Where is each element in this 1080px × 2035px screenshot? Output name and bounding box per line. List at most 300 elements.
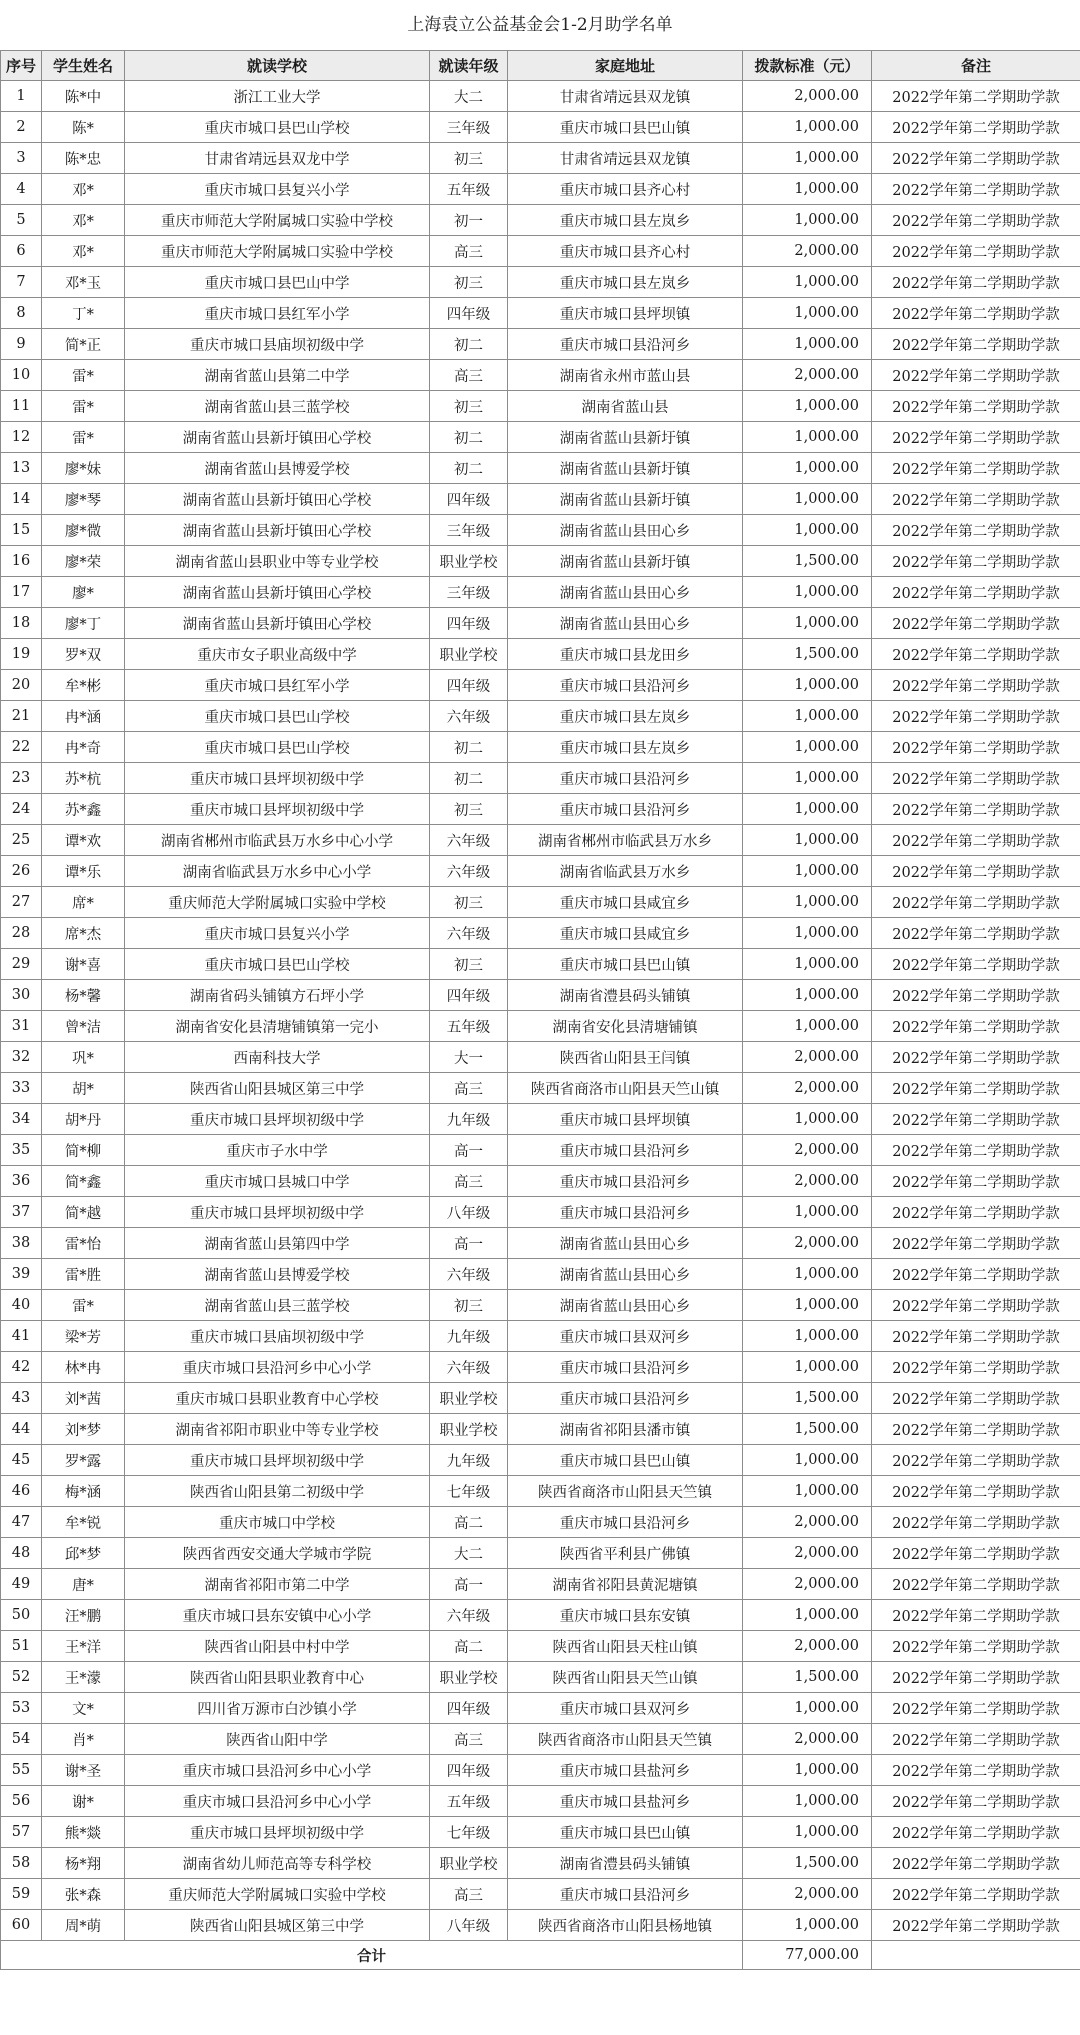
index-cell: 1 bbox=[1, 81, 42, 112]
grade-cell: 高一 bbox=[430, 1135, 508, 1166]
grade-cell: 八年级 bbox=[430, 1197, 508, 1228]
index-cell: 10 bbox=[1, 360, 42, 391]
school-cell: 重庆市城口县红军小学 bbox=[125, 670, 430, 701]
school-cell: 湖南省蓝山县三蓝学校 bbox=[125, 391, 430, 422]
grade-cell: 六年级 bbox=[430, 825, 508, 856]
amount-cell: 1,000.00 bbox=[743, 1910, 872, 1941]
school-cell: 重庆市城口县坪坝初级中学 bbox=[125, 1817, 430, 1848]
address-cell: 甘肃省靖远县双龙镇 bbox=[508, 81, 743, 112]
grade-cell: 初三 bbox=[430, 143, 508, 174]
note-cell: 2022学年第二学期助学款 bbox=[872, 1414, 1080, 1445]
address-cell: 湖南省蓝山县新圩镇 bbox=[508, 453, 743, 484]
table-row bbox=[1, 1073, 1080, 1104]
student-name-cell: 邓*玉 bbox=[42, 267, 125, 298]
note-cell: 2022学年第二学期助学款 bbox=[872, 422, 1080, 453]
amount-cell: 1,500.00 bbox=[743, 546, 872, 577]
index-cell: 36 bbox=[1, 1166, 42, 1197]
index-cell: 30 bbox=[1, 980, 42, 1011]
school-cell: 湖南省蓝山县新圩镇田心学校 bbox=[125, 515, 430, 546]
table-row bbox=[1, 1290, 1080, 1321]
student-name-cell: 雷*怡 bbox=[42, 1228, 125, 1259]
table-row bbox=[1, 329, 1080, 360]
table-row bbox=[1, 732, 1080, 763]
index-cell: 31 bbox=[1, 1011, 42, 1042]
table-row bbox=[1, 1910, 1080, 1941]
amount-cell: 1,000.00 bbox=[743, 391, 872, 422]
note-cell: 2022学年第二学期助学款 bbox=[872, 1507, 1080, 1538]
address-cell: 湖南省蓝山县田心乡 bbox=[508, 608, 743, 639]
table-row bbox=[1, 980, 1080, 1011]
grade-cell: 初二 bbox=[430, 422, 508, 453]
school-cell: 湖南省安化县清塘铺镇第一完小 bbox=[125, 1011, 430, 1042]
student-name-cell: 梁*芳 bbox=[42, 1321, 125, 1352]
grade-cell: 七年级 bbox=[430, 1476, 508, 1507]
index-cell: 13 bbox=[1, 453, 42, 484]
student-name-cell: 席* bbox=[42, 887, 125, 918]
note-cell: 2022学年第二学期助学款 bbox=[872, 1476, 1080, 1507]
school-cell: 重庆市城口县坪坝初级中学 bbox=[125, 763, 430, 794]
amount-cell: 1,500.00 bbox=[743, 1414, 872, 1445]
index-cell: 45 bbox=[1, 1445, 42, 1476]
student-name-cell: 谢*圣 bbox=[42, 1755, 125, 1786]
student-name-cell: 杨*翔 bbox=[42, 1848, 125, 1879]
note-cell: 2022学年第二学期助学款 bbox=[872, 391, 1080, 422]
amount-cell: 1,000.00 bbox=[743, 453, 872, 484]
note-cell: 2022学年第二学期助学款 bbox=[872, 1662, 1080, 1693]
student-name-cell: 陈*中 bbox=[42, 81, 125, 112]
index-cell: 44 bbox=[1, 1414, 42, 1445]
index-cell: 6 bbox=[1, 236, 42, 267]
note-cell: 2022学年第二学期助学款 bbox=[872, 298, 1080, 329]
grade-cell: 三年级 bbox=[430, 112, 508, 143]
amount-cell: 2,000.00 bbox=[743, 236, 872, 267]
grade-cell: 高三 bbox=[430, 1073, 508, 1104]
table-row bbox=[1, 515, 1080, 546]
grade-cell: 大二 bbox=[430, 1538, 508, 1569]
address-cell: 重庆市城口县左岚乡 bbox=[508, 205, 743, 236]
school-cell: 重庆市城口县庙坝初级中学 bbox=[125, 329, 430, 360]
address-cell: 湖南省郴州市临武县万水乡 bbox=[508, 825, 743, 856]
student-name-cell: 胡*丹 bbox=[42, 1104, 125, 1135]
school-cell: 湖南省蓝山县新圩镇田心学校 bbox=[125, 422, 430, 453]
student-name-cell: 周*萌 bbox=[42, 1910, 125, 1941]
table-row bbox=[1, 546, 1080, 577]
note-cell: 2022学年第二学期助学款 bbox=[872, 1011, 1080, 1042]
address-cell: 湖南省蓝山县新圩镇 bbox=[508, 546, 743, 577]
student-name-cell: 牟*锐 bbox=[42, 1507, 125, 1538]
table-row bbox=[1, 1786, 1080, 1817]
note-cell: 2022学年第二学期助学款 bbox=[872, 1166, 1080, 1197]
note-cell: 2022学年第二学期助学款 bbox=[872, 329, 1080, 360]
scholarship-table bbox=[0, 50, 1080, 1970]
table-row bbox=[1, 1724, 1080, 1755]
student-name-cell: 廖* bbox=[42, 577, 125, 608]
index-cell: 21 bbox=[1, 701, 42, 732]
table-row bbox=[1, 422, 1080, 453]
grade-cell: 六年级 bbox=[430, 856, 508, 887]
address-cell: 陕西省平利县广佛镇 bbox=[508, 1538, 743, 1569]
amount-cell: 1,000.00 bbox=[743, 1321, 872, 1352]
grade-cell: 四年级 bbox=[430, 608, 508, 639]
index-cell: 43 bbox=[1, 1383, 42, 1414]
student-name-cell: 牟*彬 bbox=[42, 670, 125, 701]
school-cell: 陕西省山阳县城区第三中学 bbox=[125, 1910, 430, 1941]
address-cell: 重庆市城口县东安镇 bbox=[508, 1600, 743, 1631]
school-cell: 重庆市师范大学附属城口实验中学校 bbox=[125, 205, 430, 236]
school-cell: 重庆师范大学附属城口实验中学校 bbox=[125, 887, 430, 918]
grade-cell: 六年级 bbox=[430, 918, 508, 949]
index-cell: 28 bbox=[1, 918, 42, 949]
grade-cell: 高一 bbox=[430, 1569, 508, 1600]
school-cell: 陕西省西安交通大学城市学院 bbox=[125, 1538, 430, 1569]
note-cell: 2022学年第二学期助学款 bbox=[872, 1693, 1080, 1724]
school-cell: 湖南省蓝山县博爱学校 bbox=[125, 453, 430, 484]
table-row bbox=[1, 391, 1080, 422]
student-name-cell: 邱*梦 bbox=[42, 1538, 125, 1569]
total-amount: 77,000.00 bbox=[743, 1941, 872, 1970]
table-row bbox=[1, 1042, 1080, 1073]
address-cell: 陕西省商洛市山阳县天竺镇 bbox=[508, 1476, 743, 1507]
student-name-cell: 廖*妹 bbox=[42, 453, 125, 484]
school-cell: 重庆市城口中学校 bbox=[125, 1507, 430, 1538]
grade-cell: 九年级 bbox=[430, 1321, 508, 1352]
note-cell: 2022学年第二学期助学款 bbox=[872, 1197, 1080, 1228]
amount-cell: 2,000.00 bbox=[743, 81, 872, 112]
student-name-cell: 王*濛 bbox=[42, 1662, 125, 1693]
student-name-cell: 邓* bbox=[42, 174, 125, 205]
student-name-cell: 廖*微 bbox=[42, 515, 125, 546]
school-cell: 重庆市城口县巴山学校 bbox=[125, 701, 430, 732]
amount-cell: 1,000.00 bbox=[743, 732, 872, 763]
note-cell: 2022学年第二学期助学款 bbox=[872, 1445, 1080, 1476]
total-note-cell bbox=[872, 1941, 1080, 1970]
amount-cell: 1,000.00 bbox=[743, 1011, 872, 1042]
address-cell: 湖南省蓝山县田心乡 bbox=[508, 1228, 743, 1259]
student-name-cell: 陈* bbox=[42, 112, 125, 143]
student-name-cell: 廖*丁 bbox=[42, 608, 125, 639]
grade-cell: 高三 bbox=[430, 1879, 508, 1910]
table-row bbox=[1, 1135, 1080, 1166]
table-row bbox=[1, 1321, 1080, 1352]
school-cell: 重庆市城口县坪坝初级中学 bbox=[125, 1197, 430, 1228]
note-cell: 2022学年第二学期助学款 bbox=[872, 1755, 1080, 1786]
student-name-cell: 杨*馨 bbox=[42, 980, 125, 1011]
table-row bbox=[1, 1414, 1080, 1445]
student-name-cell: 谭*欢 bbox=[42, 825, 125, 856]
address-cell: 陕西省商洛市山阳县天竺山镇 bbox=[508, 1073, 743, 1104]
student-name-cell: 罗*双 bbox=[42, 639, 125, 670]
grade-cell: 职业学校 bbox=[430, 1848, 508, 1879]
note-cell: 2022学年第二学期助学款 bbox=[872, 484, 1080, 515]
grade-cell: 九年级 bbox=[430, 1445, 508, 1476]
address-cell: 重庆市城口县咸宜乡 bbox=[508, 887, 743, 918]
index-cell: 41 bbox=[1, 1321, 42, 1352]
address-cell: 重庆市城口县沿河乡 bbox=[508, 329, 743, 360]
table-row bbox=[1, 918, 1080, 949]
address-cell: 湖南省祁阳县黄泥塘镇 bbox=[508, 1569, 743, 1600]
index-cell: 54 bbox=[1, 1724, 42, 1755]
address-cell: 重庆市城口县沿河乡 bbox=[508, 1197, 743, 1228]
school-cell: 陕西省山阳县职业教育中心 bbox=[125, 1662, 430, 1693]
index-cell: 4 bbox=[1, 174, 42, 205]
school-cell: 重庆市子水中学 bbox=[125, 1135, 430, 1166]
amount-cell: 1,000.00 bbox=[743, 1290, 872, 1321]
amount-cell: 2,000.00 bbox=[743, 1631, 872, 1662]
table-row bbox=[1, 1569, 1080, 1600]
index-cell: 49 bbox=[1, 1569, 42, 1600]
school-cell: 重庆市城口县东安镇中心小学 bbox=[125, 1600, 430, 1631]
index-cell: 23 bbox=[1, 763, 42, 794]
school-cell: 湖南省蓝山县第四中学 bbox=[125, 1228, 430, 1259]
grade-cell: 大二 bbox=[430, 81, 508, 112]
school-cell: 湖南省蓝山县博爱学校 bbox=[125, 1259, 430, 1290]
school-cell: 重庆市城口县复兴小学 bbox=[125, 174, 430, 205]
school-cell: 陕西省山阳县城区第三中学 bbox=[125, 1073, 430, 1104]
grade-cell: 初二 bbox=[430, 453, 508, 484]
address-cell: 陕西省山阳县王闫镇 bbox=[508, 1042, 743, 1073]
grade-cell: 五年级 bbox=[430, 1011, 508, 1042]
amount-cell: 2,000.00 bbox=[743, 1166, 872, 1197]
grade-cell: 初三 bbox=[430, 1290, 508, 1321]
school-cell: 重庆市城口县沿河乡中心小学 bbox=[125, 1786, 430, 1817]
amount-cell: 1,000.00 bbox=[743, 887, 872, 918]
grade-cell: 三年级 bbox=[430, 577, 508, 608]
amount-cell: 2,000.00 bbox=[743, 1042, 872, 1073]
note-cell: 2022学年第二学期助学款 bbox=[872, 856, 1080, 887]
amount-cell: 2,000.00 bbox=[743, 1879, 872, 1910]
amount-cell: 1,000.00 bbox=[743, 112, 872, 143]
student-name-cell: 谢*喜 bbox=[42, 949, 125, 980]
note-cell: 2022学年第二学期助学款 bbox=[872, 1104, 1080, 1135]
note-cell: 2022学年第二学期助学款 bbox=[872, 1724, 1080, 1755]
amount-cell: 1,000.00 bbox=[743, 1786, 872, 1817]
index-cell: 33 bbox=[1, 1073, 42, 1104]
table-row bbox=[1, 1445, 1080, 1476]
index-cell: 9 bbox=[1, 329, 42, 360]
grade-cell: 职业学校 bbox=[430, 546, 508, 577]
amount-cell: 1,000.00 bbox=[743, 1755, 872, 1786]
table-row bbox=[1, 608, 1080, 639]
amount-cell: 2,000.00 bbox=[743, 1135, 872, 1166]
note-cell: 2022学年第二学期助学款 bbox=[872, 360, 1080, 391]
table-row bbox=[1, 763, 1080, 794]
school-cell: 重庆市城口县城口中学 bbox=[125, 1166, 430, 1197]
note-cell: 2022学年第二学期助学款 bbox=[872, 453, 1080, 484]
note-cell: 2022学年第二学期助学款 bbox=[872, 1290, 1080, 1321]
amount-cell: 1,000.00 bbox=[743, 174, 872, 205]
student-name-cell: 廖*荣 bbox=[42, 546, 125, 577]
table-row bbox=[1, 1104, 1080, 1135]
amount-cell: 1,000.00 bbox=[743, 298, 872, 329]
grade-cell: 职业学校 bbox=[430, 639, 508, 670]
school-cell: 重庆市女子职业高级中学 bbox=[125, 639, 430, 670]
school-cell: 湖南省蓝山县第二中学 bbox=[125, 360, 430, 391]
student-name-cell: 巩* bbox=[42, 1042, 125, 1073]
school-cell: 重庆市城口县沿河乡中心小学 bbox=[125, 1352, 430, 1383]
note-cell: 2022学年第二学期助学款 bbox=[872, 949, 1080, 980]
note-cell: 2022学年第二学期助学款 bbox=[872, 577, 1080, 608]
student-name-cell: 文* bbox=[42, 1693, 125, 1724]
amount-cell: 1,000.00 bbox=[743, 825, 872, 856]
note-cell: 2022学年第二学期助学款 bbox=[872, 1042, 1080, 1073]
grade-cell: 六年级 bbox=[430, 701, 508, 732]
amount-cell: 1,000.00 bbox=[743, 980, 872, 1011]
address-cell: 重庆市城口县沿河乡 bbox=[508, 1135, 743, 1166]
index-cell: 29 bbox=[1, 949, 42, 980]
grade-cell: 高三 bbox=[430, 1166, 508, 1197]
index-cell: 12 bbox=[1, 422, 42, 453]
grade-cell: 高三 bbox=[430, 236, 508, 267]
address-cell: 重庆市城口县齐心村 bbox=[508, 236, 743, 267]
table-row bbox=[1, 81, 1080, 112]
grade-cell: 七年级 bbox=[430, 1817, 508, 1848]
note-cell: 2022学年第二学期助学款 bbox=[872, 1600, 1080, 1631]
grade-cell: 高二 bbox=[430, 1507, 508, 1538]
student-name-cell: 罗*露 bbox=[42, 1445, 125, 1476]
school-cell: 湖南省幼儿师范高等专科学校 bbox=[125, 1848, 430, 1879]
index-cell: 15 bbox=[1, 515, 42, 546]
grade-cell: 四年级 bbox=[430, 1755, 508, 1786]
grade-cell: 八年级 bbox=[430, 1910, 508, 1941]
index-cell: 24 bbox=[1, 794, 42, 825]
index-cell: 2 bbox=[1, 112, 42, 143]
index-cell: 39 bbox=[1, 1259, 42, 1290]
note-cell: 2022学年第二学期助学款 bbox=[872, 174, 1080, 205]
student-name-cell: 谭*乐 bbox=[42, 856, 125, 887]
school-cell: 重庆市城口县红军小学 bbox=[125, 298, 430, 329]
grade-cell: 四年级 bbox=[430, 484, 508, 515]
column-header-note: 备注 bbox=[872, 51, 1080, 81]
address-cell: 重庆市城口县左岚乡 bbox=[508, 267, 743, 298]
grade-cell: 高二 bbox=[430, 1631, 508, 1662]
index-cell: 50 bbox=[1, 1600, 42, 1631]
table-row bbox=[1, 1011, 1080, 1042]
table-row bbox=[1, 1662, 1080, 1693]
amount-cell: 1,000.00 bbox=[743, 577, 872, 608]
table-row bbox=[1, 360, 1080, 391]
address-cell: 重庆市城口县巴山镇 bbox=[508, 112, 743, 143]
student-name-cell: 林*冉 bbox=[42, 1352, 125, 1383]
school-cell: 重庆市城口县巴山学校 bbox=[125, 112, 430, 143]
grade-cell: 四年级 bbox=[430, 298, 508, 329]
address-cell: 重庆市城口县沿河乡 bbox=[508, 1507, 743, 1538]
address-cell: 重庆市城口县左岚乡 bbox=[508, 732, 743, 763]
student-name-cell: 刘*茜 bbox=[42, 1383, 125, 1414]
table-row bbox=[1, 825, 1080, 856]
grade-cell: 大一 bbox=[430, 1042, 508, 1073]
student-name-cell: 曾*洁 bbox=[42, 1011, 125, 1042]
school-cell: 陕西省山阳县中村中学 bbox=[125, 1631, 430, 1662]
note-cell: 2022学年第二学期助学款 bbox=[872, 887, 1080, 918]
note-cell: 2022学年第二学期助学款 bbox=[872, 763, 1080, 794]
amount-cell: 1,000.00 bbox=[743, 1197, 872, 1228]
amount-cell: 1,000.00 bbox=[743, 143, 872, 174]
school-cell: 西南科技大学 bbox=[125, 1042, 430, 1073]
index-cell: 53 bbox=[1, 1693, 42, 1724]
school-cell: 陕西省山阳县第二初级中学 bbox=[125, 1476, 430, 1507]
grade-cell: 高一 bbox=[430, 1228, 508, 1259]
address-cell: 湖南省蓝山县田心乡 bbox=[508, 1259, 743, 1290]
column-header-amount: 拨款标准（元） bbox=[743, 51, 872, 81]
note-cell: 2022学年第二学期助学款 bbox=[872, 112, 1080, 143]
table-row bbox=[1, 1228, 1080, 1259]
note-cell: 2022学年第二学期助学款 bbox=[872, 1352, 1080, 1383]
grade-cell: 高三 bbox=[430, 1724, 508, 1755]
amount-cell: 1,000.00 bbox=[743, 267, 872, 298]
note-cell: 2022学年第二学期助学款 bbox=[872, 143, 1080, 174]
student-name-cell: 谢* bbox=[42, 1786, 125, 1817]
note-cell: 2022学年第二学期助学款 bbox=[872, 670, 1080, 701]
table-row bbox=[1, 1755, 1080, 1786]
school-cell: 湖南省祁阳市第二中学 bbox=[125, 1569, 430, 1600]
address-cell: 陕西省山阳县天柱山镇 bbox=[508, 1631, 743, 1662]
grade-cell: 五年级 bbox=[430, 1786, 508, 1817]
address-cell: 重庆市城口县巴山镇 bbox=[508, 1817, 743, 1848]
grade-cell: 六年级 bbox=[430, 1259, 508, 1290]
address-cell: 湖南省澧县码头铺镇 bbox=[508, 1848, 743, 1879]
index-cell: 20 bbox=[1, 670, 42, 701]
table-row bbox=[1, 453, 1080, 484]
school-cell: 湖南省码头铺镇方石坪小学 bbox=[125, 980, 430, 1011]
amount-cell: 1,500.00 bbox=[743, 1662, 872, 1693]
table-body bbox=[1, 81, 1080, 1941]
table-row bbox=[1, 236, 1080, 267]
amount-cell: 1,000.00 bbox=[743, 205, 872, 236]
grade-cell: 初二 bbox=[430, 329, 508, 360]
note-cell: 2022学年第二学期助学款 bbox=[872, 236, 1080, 267]
note-cell: 2022学年第二学期助学款 bbox=[872, 1228, 1080, 1259]
amount-cell: 1,500.00 bbox=[743, 1848, 872, 1879]
index-cell: 38 bbox=[1, 1228, 42, 1259]
student-name-cell: 汪*鹏 bbox=[42, 1600, 125, 1631]
address-cell: 重庆市城口县坪坝镇 bbox=[508, 1104, 743, 1135]
student-name-cell: 席*杰 bbox=[42, 918, 125, 949]
address-cell: 重庆市城口县沿河乡 bbox=[508, 1166, 743, 1197]
note-cell: 2022学年第二学期助学款 bbox=[872, 1879, 1080, 1910]
index-cell: 48 bbox=[1, 1538, 42, 1569]
total-row bbox=[1, 1941, 1080, 1970]
address-cell: 重庆市城口县巴山镇 bbox=[508, 1445, 743, 1476]
amount-cell: 2,000.00 bbox=[743, 1569, 872, 1600]
table-row bbox=[1, 1817, 1080, 1848]
note-cell: 2022学年第二学期助学款 bbox=[872, 267, 1080, 298]
grade-cell: 四年级 bbox=[430, 1693, 508, 1724]
note-cell: 2022学年第二学期助学款 bbox=[872, 1848, 1080, 1879]
student-name-cell: 雷* bbox=[42, 360, 125, 391]
table-row bbox=[1, 174, 1080, 205]
table-row bbox=[1, 1848, 1080, 1879]
table-row bbox=[1, 1197, 1080, 1228]
address-cell: 陕西省山阳县天竺山镇 bbox=[508, 1662, 743, 1693]
note-cell: 2022学年第二学期助学款 bbox=[872, 1910, 1080, 1941]
grade-cell: 初二 bbox=[430, 763, 508, 794]
index-cell: 58 bbox=[1, 1848, 42, 1879]
school-cell: 湖南省蓝山县职业中等专业学校 bbox=[125, 546, 430, 577]
school-cell: 重庆市城口县巴山学校 bbox=[125, 732, 430, 763]
student-name-cell: 简*柳 bbox=[42, 1135, 125, 1166]
address-cell: 湖南省蓝山县新圩镇 bbox=[508, 484, 743, 515]
grade-cell: 初一 bbox=[430, 205, 508, 236]
school-cell: 甘肃省靖远县双龙中学 bbox=[125, 143, 430, 174]
amount-cell: 1,000.00 bbox=[743, 1352, 872, 1383]
table-header-row bbox=[1, 51, 1080, 81]
grade-cell: 职业学校 bbox=[430, 1383, 508, 1414]
address-cell: 陕西省商洛市山阳县杨地镇 bbox=[508, 1910, 743, 1941]
address-cell: 重庆市城口县双河乡 bbox=[508, 1693, 743, 1724]
school-cell: 重庆市城口县坪坝初级中学 bbox=[125, 1445, 430, 1476]
page-title: 上海袁立公益基金会1-2月助学名单 bbox=[407, 15, 673, 35]
amount-cell: 1,000.00 bbox=[743, 1259, 872, 1290]
